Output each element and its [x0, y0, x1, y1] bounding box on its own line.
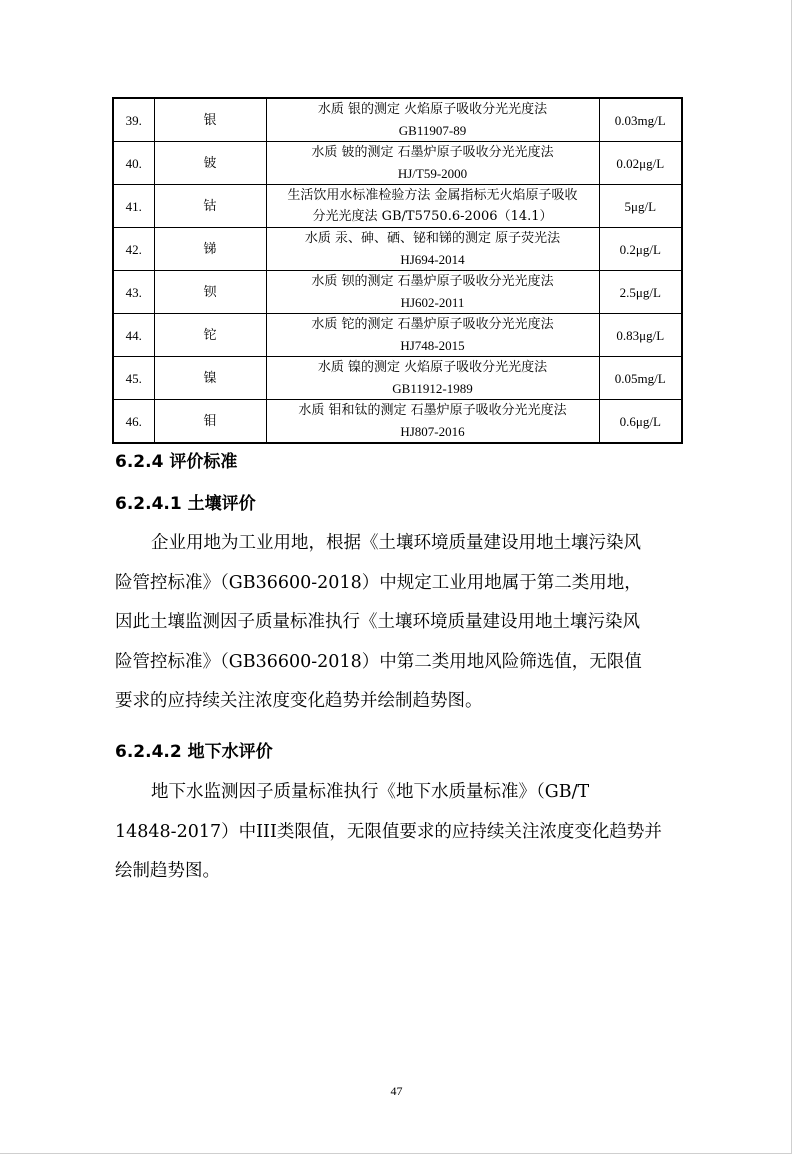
element-name: 钡	[154, 271, 266, 314]
detection-limit: 2.5μg/L	[599, 271, 682, 314]
method-cell	[266, 98, 599, 142]
method-standard: HJ/T59-2000	[397, 166, 468, 181]
method-name: 水质 钼和钛的测定 石墨炉原子吸收分光光度法	[298, 403, 567, 418]
detection-methods-table	[112, 97, 683, 444]
page-number: 47	[390, 1084, 403, 1098]
table-row	[113, 314, 682, 357]
method-cell	[266, 400, 599, 444]
detection-limit: 0.83μg/L	[599, 314, 682, 357]
paragraph-line: 要求的应持续关注浓度变化趋势并绘制趋势图。	[115, 691, 483, 711]
section-heading-groundwater-evaluation: 6.2.4.2 地下水评价	[115, 742, 273, 762]
method-cell	[266, 142, 599, 185]
element-name: 银	[154, 98, 266, 142]
soil-evaluation-paragraph	[115, 524, 687, 722]
table-row	[113, 400, 682, 444]
method-cell	[266, 271, 599, 314]
section-heading-soil-evaluation: 6.2.4.1 土壤评价	[115, 494, 256, 514]
element-name: 钴	[154, 185, 266, 228]
table-row	[113, 98, 682, 142]
method-standard: HJ748-2015	[400, 338, 465, 353]
detection-limit: 0.05mg/L	[599, 357, 682, 400]
table-row	[113, 142, 682, 185]
row-number: 40.	[113, 142, 154, 185]
paragraph-line: 14848-2017）中III类限值，无限值要求的应持续关注浓度变化趋势并	[115, 821, 662, 842]
method-name: 水质 钡的测定 石墨炉原子吸收分光光度法	[311, 274, 554, 289]
paragraph-line: 险管控标准》（GB36600-2018）中规定工业用地属于第二类用地，	[115, 572, 642, 593]
method-cell	[266, 357, 599, 400]
detection-limit: 0.02μg/L	[599, 142, 682, 185]
element-name: 铊	[154, 314, 266, 357]
method-name: 水质 铍的测定 石墨炉原子吸收分光光度法	[311, 145, 554, 160]
table-row	[113, 271, 682, 314]
row-number: 42.	[113, 228, 154, 271]
detection-limit: 5μg/L	[599, 185, 682, 228]
row-number: 43.	[113, 271, 154, 314]
paragraph-line: 企业用地为工业用地，根据《土壤环境质量建设用地土壤污染风	[151, 533, 641, 553]
method-standard: HJ602-2011	[400, 295, 465, 310]
method-name: 生活饮用水标准检验方法 金属指标无火焰原子吸收	[287, 188, 578, 203]
row-number: 39.	[113, 98, 154, 142]
row-number: 41.	[113, 185, 154, 228]
method-cell	[266, 185, 599, 228]
groundwater-evaluation-paragraph	[115, 773, 687, 892]
paragraph-line: 地下水监测因子质量标准执行《地下水质量标准》（GB/T	[151, 782, 590, 802]
detection-limit: 0.2μg/L	[599, 228, 682, 271]
detection-limit: 0.03mg/L	[599, 98, 682, 142]
paragraph-line: 险管控标准》（GB36600-2018）中第二类用地风险筛选值，无限值	[115, 651, 642, 672]
section-heading-evaluation-standards: 6.2.4 评价标准	[115, 452, 238, 472]
table-row	[113, 357, 682, 400]
element-name: 钼	[154, 400, 266, 444]
paragraph-line: 因此土壤监测因子质量标准执行《土壤环境质量建设用地土壤污染风	[115, 612, 640, 632]
method-name: 水质 铊的测定 石墨炉原子吸收分光光度法	[311, 317, 554, 332]
method-standard: GB11912-1989	[392, 381, 473, 396]
method-cell	[266, 314, 599, 357]
method-cell	[266, 228, 599, 271]
method-standard: 分光光度法 GB/T5750.6-2006（14.1）	[312, 209, 553, 224]
row-number: 46.	[113, 400, 154, 444]
row-number: 44.	[113, 314, 154, 357]
method-name: 水质 镍的测定 火焰原子吸收分光光度法	[317, 360, 548, 375]
method-standard: HJ694-2014	[400, 252, 465, 267]
element-name: 铍	[154, 142, 266, 185]
detection-limit: 0.6μg/L	[599, 400, 682, 444]
method-name: 水质 汞、砷、硒、铋和锑的测定 原子荧光法	[304, 231, 561, 246]
row-number: 45.	[113, 357, 154, 400]
paragraph-line: 绘制趋势图。	[115, 861, 220, 881]
method-name: 水质 银的测定 火焰原子吸收分光光度法	[317, 102, 548, 117]
table-row	[113, 228, 682, 271]
table-row	[113, 185, 682, 228]
element-name: 锑	[154, 228, 266, 271]
element-name: 镍	[154, 357, 266, 400]
method-standard: HJ807-2016	[400, 424, 465, 439]
method-standard: GB11907-89	[398, 123, 467, 138]
